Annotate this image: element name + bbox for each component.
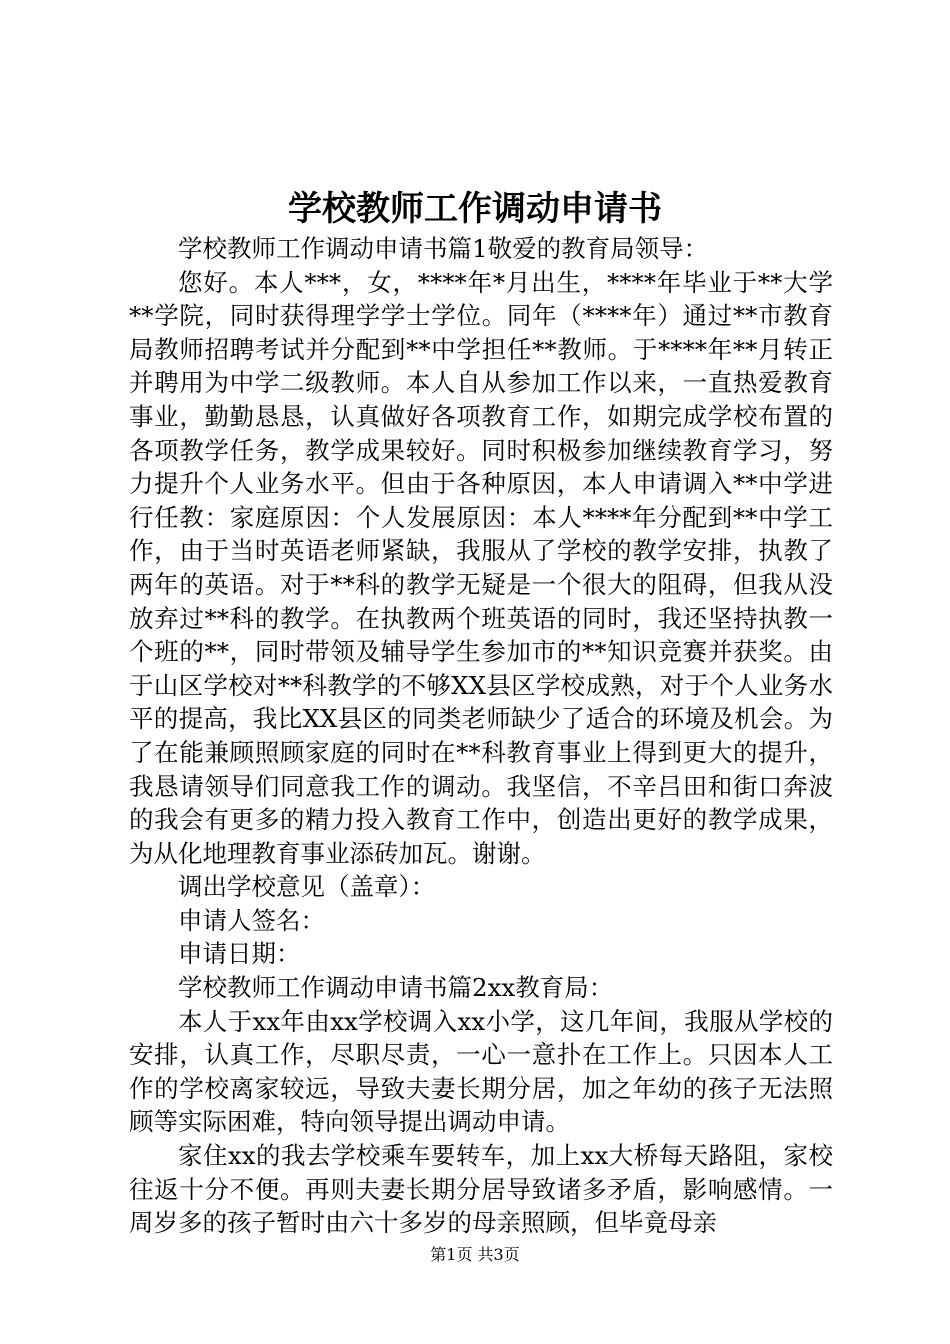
paragraph-applicant-signature: 申请人签名：: [178, 905, 325, 935]
paragraph-greeting-2: 学校教师工作调动申请书篇2xx教育局：: [178, 973, 614, 1003]
paragraph-greeting-1: 学校教师工作调动申请书篇1敬爱的教育局领导：: [178, 234, 709, 263]
paragraph-school-opinion: 调出学校意见（盖章）：: [178, 872, 436, 902]
paragraph-body-3: 家住xx的我去学校乘车要转车，加上xx大桥每天路阻，家校往返十分不便。再则夫妻长期分居导致诸多矛盾，影响感情。一周岁多的孩子暂时由六十多岁的母亲照顾，但毕竟母亲: [129, 1141, 833, 1238]
paragraph-application-date: 申请日期：: [178, 939, 301, 969]
document-title: 学校教师工作调动申请书: [288, 189, 662, 229]
paragraph-body-2: 本人于xx年由xx学校调入xx小学，这几年间，我服从学校的安排，认真工作，尽职尽责，一心一意扑在工作上。只因本人工作的学校离家较远，导致夫妻长期分居，加之年幼的孩子无法照顾等实际困难，特向领导提出调动申请。: [129, 1006, 833, 1137]
document-body: [129, 232, 833, 1240]
paragraph-body-1: 您好。本人***，女，****年*月出生，****年毕业于**大学**学院，同时获得理学学士学位。同年（****年）通过**市教育局教师招聘考试并分配到**中学担任**教师。于****年**月转正并聘用为中学二级教师。本人自从参加工作以来，一直热爱教育事业，勤勤恳恳，认真做好各项教育工作，如期完成学校布置的各项教学任务，教学成果较好。同时积极参加继续教育学习，努力提升个人业务水平。但由于各种原因，本人申请调入**中学进行任教：家庭原因：个人发展原因：本人****年分配到**中学工作，由于当时英语老师紧缺，我服从了学校的教学安排，执教了两年的英语。对于**科的教学无疑是一个很大的阻碍，但我从没放弃过**科的教学。在执教两个班英语的同时，我还坚持执教一个班的**，同时带领及辅导学生参加市的**知识竞赛并获奖。由于山区学校对**科教学的不够XX县区学校成熟，对于个人业务水平的提高，我比XX县区的同类老师缺少了适合的环境及机会。为了在能兼顾照顾家庭的同时在**科教育事业上得到更大的提升，我恳请领导们同意我工作的调动。我坚信，不辛吕田和街口奔波的我会有更多的精力投入教育工作中，创造出更好的教学成果，为从化地理教育事业添砖加瓦。谢谢。: [129, 267, 833, 868]
page-footer: 第1页 共3页: [430, 1245, 520, 1264]
